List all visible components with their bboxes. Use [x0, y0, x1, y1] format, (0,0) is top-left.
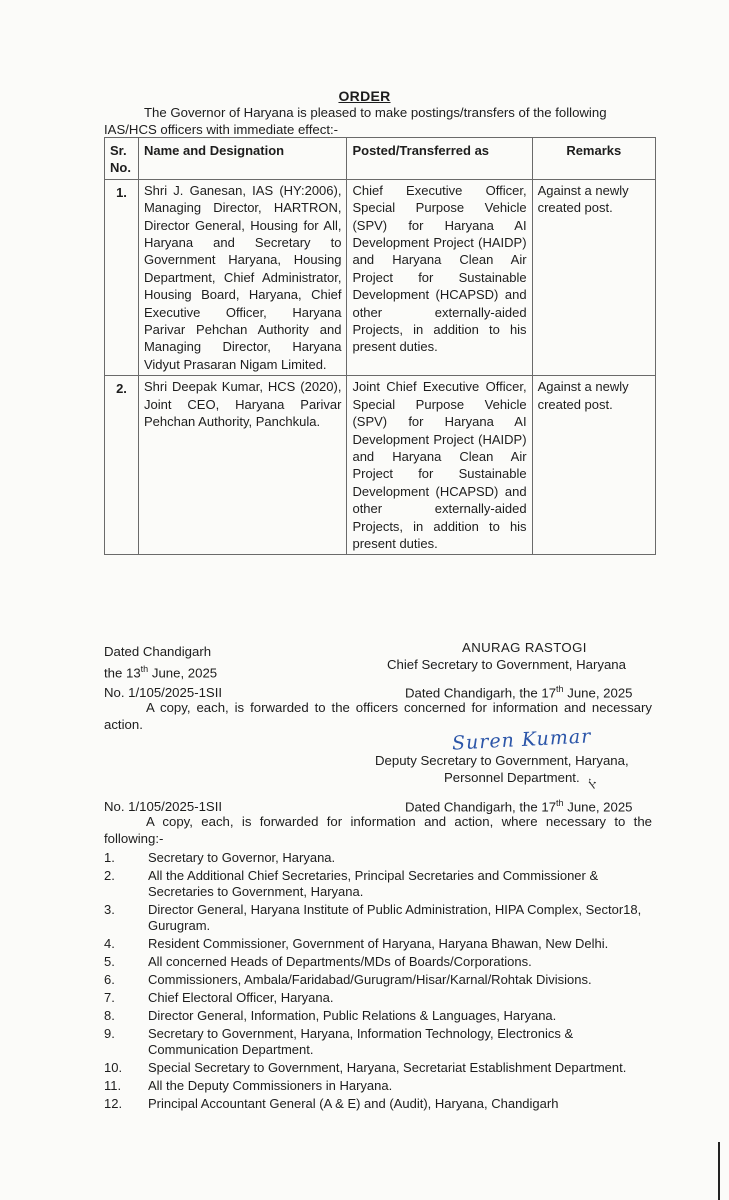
row-posted: Chief Executive Officer, Special Purpose Vehicle (SPV) for Haryana AI Development Project (HAIDP) and Haryana Clean Air Project for Sustainable Development (HCAPSD) and other externally-aided Projects, in addition to his present duties. — [347, 179, 532, 375]
scan-edge-line — [718, 1142, 720, 1200]
copy2-text: A copy, each, is forwarded for information and action, where necessary to the following:- — [104, 814, 652, 846]
list-item: 9. Secretary to Government, Haryana, Information Technology, Electronics & Communication Department. — [104, 1026, 574, 1057]
list-item: 6. Commissioners, Ambala/Faridabad/Gurugram/Hisar/Karnal/Rohtak Divisions. — [104, 972, 592, 987]
list-item: 12. Principal Accountant General (A & E) and (Audit), Haryana, Chandigarh — [104, 1096, 559, 1111]
row-remarks: Against a newly created post. — [532, 376, 655, 555]
dated-place: Dated Chandigarh — [104, 644, 212, 659]
order-intro: The Governor of Haryana is pleased to make postings/transfers of the following IAS/HCS officers with immediate effect:- — [104, 105, 607, 137]
signatory-name: ANURAG RASTOGI — [462, 640, 587, 655]
postings-table — [104, 137, 656, 555]
header-posted: Posted/Transferred as — [347, 138, 532, 180]
list-item: 7. Chief Electoral Officer, Haryana. — [104, 990, 334, 1005]
table-row — [105, 179, 656, 375]
copy1-designation2: Personnel Department. — [444, 770, 580, 785]
signatory-designation: Chief Secretary to Government, Haryana — [387, 657, 626, 672]
list-item: 5. All concerned Heads of Departments/MDs of Boards/Corporations. — [104, 954, 532, 969]
header-sr: Sr. No. — [105, 138, 139, 180]
list-item: 3. Director General, Haryana Institute of Public Administration, HIPA Complex, Sector18, Gurugram. — [104, 902, 642, 933]
list-item: 10. Special Secretary to Government, Haryana, Secretariat Establishment Department. — [104, 1060, 627, 1075]
table-header-row — [105, 138, 656, 180]
row-posted: Joint Chief Executive Officer, Special Purpose Vehicle (SPV) for Haryana AI Development Project (HAIDP) and Haryana Clean Air Project for Sustainable Development (HCAPSD) and other externally-aided Projects, in addition to his present duties. — [347, 376, 532, 555]
table-row — [105, 376, 656, 555]
copy2-dated: Dated Chandigarh, the 17th June, 2025 — [405, 798, 633, 815]
recipient-list — [104, 850, 652, 1114]
copy2-number: No. 1/105/2025-1SII — [104, 799, 223, 814]
row-sr: 2. — [105, 376, 139, 555]
list-item: 1. Secretary to Governor, Haryana. — [104, 850, 336, 865]
copy1-number: No. 1/105/2025-1SII — [104, 685, 223, 700]
copy1-designation1: Deputy Secretary to Government, Haryana, — [375, 753, 629, 768]
row-name: Shri Deepak Kumar, HCS (2020), Joint CEO, Haryana Parivar Pehchan Authority, Panchkula. — [138, 376, 347, 555]
header-name: Name and Designation — [138, 138, 347, 180]
copy1-dated: Dated Chandigarh, the 17th June, 2025 — [405, 684, 633, 701]
list-item: 4. Resident Commissioner, Government of Haryana, Haryana Bhawan, New Delhi. — [104, 936, 609, 951]
row-sr: 1. — [105, 179, 139, 375]
copy1-text: A copy, each, is forwarded to the officers concerned for information and necessary action. — [104, 700, 652, 732]
handwritten-initial: ﭏ — [588, 778, 596, 793]
list-item: 11. All the Deputy Commissioners in Haryana. — [104, 1078, 393, 1093]
list-item: 8. Director General, Information, Public Relations & Languages, Haryana. — [104, 1008, 557, 1023]
order-title: ORDER — [338, 88, 391, 104]
row-remarks: Against a newly created post. — [532, 179, 655, 375]
handwritten-signature: Suren Kumar — [451, 725, 592, 755]
header-remarks: Remarks — [532, 138, 655, 180]
dated-date: the 13th June, 2025 — [104, 664, 218, 681]
row-name: Shri J. Ganesan, IAS (HY:2006), Managing Director, HARTRON, Director General, Housing for All, Haryana and Secretary to Government Haryana, Housing Department, Chief Administrator, Housing Board, Haryana, Chief Executive Officer, Haryana Parivar Pehchan Authority and Managing Director, Haryana Vidyut Prasaran Nigam Limited. — [138, 179, 347, 375]
list-item: 2. All the Additional Chief Secretaries, Principal Secretaries and Commissioner & Secretaries to Government, Haryana. — [104, 868, 599, 899]
